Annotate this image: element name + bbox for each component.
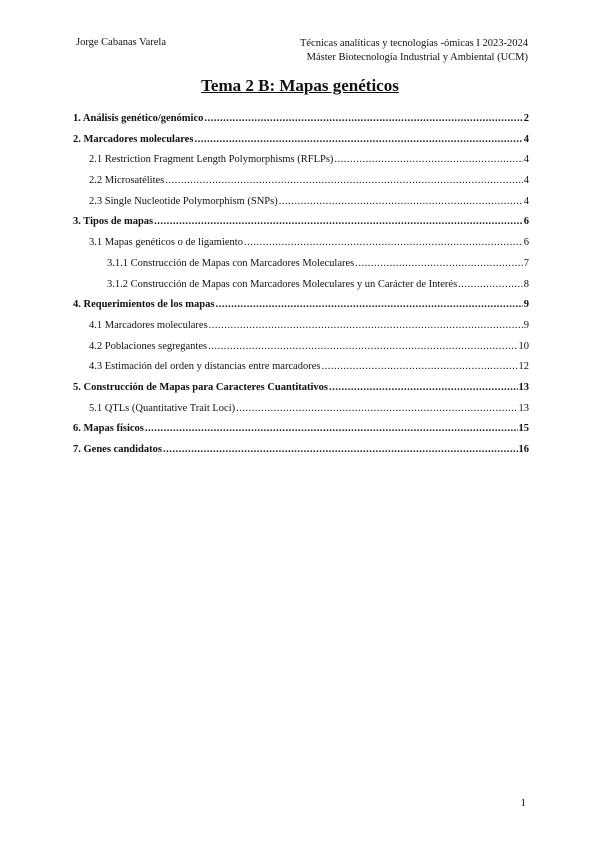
toc-dot-leader	[154, 216, 523, 227]
toc-entry[interactable]	[73, 175, 529, 196]
toc-entry[interactable]	[73, 279, 529, 300]
toc-entry[interactable]	[73, 299, 529, 320]
toc-entry-text: 3.1.1 Construcción de Mapas con Marcadores Moleculares	[107, 257, 355, 269]
header-program: Máster Biotecnología Industrial y Ambiental (UCM)	[306, 52, 528, 63]
toc-entry[interactable]	[73, 444, 529, 465]
toc-entry-page: 2	[523, 113, 529, 124]
toc-entry[interactable]	[73, 341, 529, 362]
toc-entry-text: 4.3 Estimación del orden y distancias entre marcadores	[89, 361, 321, 373]
toc-entry-text: 7. Genes candidatos	[73, 444, 162, 455]
toc-entry-text: 5.1 QTLs (Quantitative Trait Loci)	[89, 402, 236, 414]
toc-entry-text: 6. Mapas físicos	[73, 423, 144, 435]
toc-dot-leader	[208, 341, 517, 352]
toc-entry-text: 2.3 Single Nucleotide Polymorphism (SNPs)	[89, 195, 278, 207]
toc-entry[interactable]	[73, 361, 529, 382]
toc-entry-page: 9	[523, 299, 529, 311]
toc-entry-text: 3.1.2 Construcción de Mapas con Marcadores Moleculares y un Carácter de Interés	[107, 278, 458, 290]
toc-entry[interactable]	[73, 134, 529, 155]
toc-dot-leader	[458, 279, 523, 290]
header-author: Jorge Cabanas Varela	[76, 37, 166, 48]
toc-entry-page: 4	[523, 133, 529, 145]
toc-entry-text: 4. Requerimientos de los mapas	[73, 299, 215, 311]
toc-entry[interactable]	[73, 216, 529, 237]
toc-dot-leader	[236, 403, 517, 414]
toc-entry-page: 4	[523, 154, 529, 166]
toc-entry-page: 6	[523, 237, 529, 249]
toc-entry[interactable]	[73, 258, 529, 279]
table-of-contents	[73, 113, 529, 465]
toc-dot-leader	[215, 299, 522, 310]
toc-dot-leader	[322, 361, 518, 372]
toc-dot-leader	[163, 444, 518, 455]
toc-dot-leader	[165, 175, 523, 186]
toc-entry[interactable]	[73, 320, 529, 341]
toc-entry-text: 4.1 Marcadores moleculares	[89, 319, 208, 331]
toc-entry[interactable]	[73, 113, 529, 134]
toc-entry-text: 4.2 Poblaciones segregantes	[89, 340, 208, 352]
toc-entry-page: 13	[518, 402, 529, 414]
document-title: Tema 2 B: Mapas genéticos	[201, 76, 399, 95]
toc-entry-text: 5. Construcción de Mapas para Caracteres Cuantitativos	[73, 381, 328, 393]
toc-entry-text: 3.1 Mapas genéticos o de ligamiento	[89, 237, 243, 249]
toc-entry-text: 2.1 Restriction Fragment Length Polymorphisms (RFLPs)	[89, 154, 334, 166]
toc-dot-leader	[334, 154, 522, 165]
toc-entry[interactable]	[73, 237, 529, 258]
toc-dot-leader	[329, 382, 518, 393]
toc-entry-page: 10	[518, 340, 529, 352]
toc-entry-page: 8	[523, 278, 529, 290]
toc-entry[interactable]	[73, 382, 529, 403]
toc-dot-leader	[244, 237, 523, 248]
toc-dot-leader	[279, 196, 523, 207]
toc-dot-leader	[355, 258, 522, 269]
toc-entry-page: 4	[523, 175, 529, 187]
toc-entry-page: 7	[523, 257, 529, 269]
header-course: Técnicas analíticas y tecnologías -ómicas I 2023-2024	[299, 38, 528, 49]
toc-dot-leader	[145, 423, 518, 434]
toc-entry-page: 4	[523, 195, 529, 207]
toc-entry-text: 2. Marcadores moleculares	[73, 133, 194, 145]
toc-entry[interactable]	[73, 423, 529, 444]
toc-dot-leader	[204, 113, 522, 124]
toc-entry-page: 13	[518, 381, 529, 393]
toc-entry-page: 6	[523, 216, 529, 228]
toc-entry-page: 15	[518, 423, 529, 435]
toc-entry[interactable]	[73, 403, 529, 424]
toc-entry-page: 12	[518, 361, 529, 373]
toc-entry-text: 3. Tipos de mapas	[73, 216, 154, 228]
toc-entry-text: 1. Análisis genético/genómico	[73, 113, 204, 124]
toc-entry[interactable]	[73, 154, 529, 175]
toc-entry-text: 2.2 Microsatélites	[89, 175, 165, 187]
header-course-info	[300, 37, 528, 65]
page-number: 1	[520, 797, 526, 809]
toc-entry-page: 9	[523, 319, 529, 331]
toc-dot-leader	[209, 320, 523, 331]
toc-entry-page: 16	[518, 444, 529, 455]
toc-entry[interactable]	[73, 196, 529, 217]
toc-dot-leader	[194, 134, 522, 145]
